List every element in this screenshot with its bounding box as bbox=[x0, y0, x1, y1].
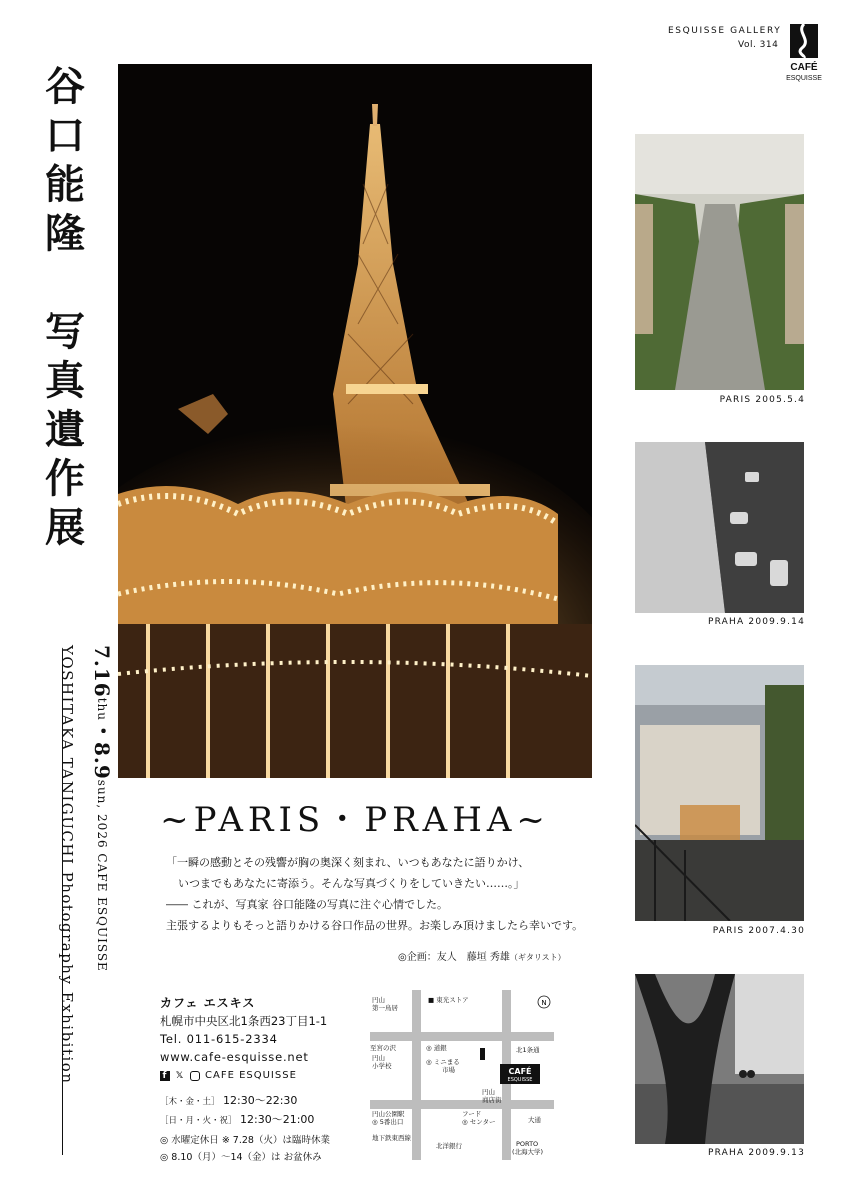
main-photo-eiffel-carousel bbox=[118, 64, 592, 778]
svg-text:大通: 大通 bbox=[528, 1116, 541, 1124]
quote-line: いつまでもあなたに寄添う。そんな写真づくりをしていきたい……。」 bbox=[178, 877, 525, 890]
cafe-website-link[interactable]: www.cafe-esquisse.net bbox=[160, 1050, 309, 1064]
opening-hours-2: ［日・月・火・祝］ 12:30〜21:00 bbox=[160, 1113, 315, 1126]
svg-text:市場: 市場 bbox=[442, 1066, 455, 1074]
svg-text:◎ 5番出口: ◎ 5番出口 bbox=[372, 1118, 404, 1126]
svg-text:◎ ミニまる: ◎ ミニまる bbox=[426, 1058, 460, 1066]
svg-text:フード: フード bbox=[462, 1110, 482, 1118]
exhibition-subtitle-en: YOSHITAKA TANIGUCHI Photography Exhibition bbox=[58, 645, 76, 1085]
svg-text:ESQUISSE: ESQUISSE bbox=[507, 1077, 533, 1083]
cafe-esquisse-logo bbox=[784, 24, 824, 86]
svg-text:円山公園駅: 円山公園駅 bbox=[372, 1110, 405, 1118]
cafe-phone[interactable]: Tel. 011-615-2334 bbox=[160, 1032, 278, 1046]
svg-text:◎ センター: ◎ センター bbox=[462, 1118, 496, 1126]
cafe-name: カフェ エスキス bbox=[160, 996, 256, 1010]
quote-line: ―― これが、写真家 谷口能隆の写真に注ぐ心情でした。 bbox=[166, 898, 448, 911]
photo-caption: PRAHA 2009.9.13 bbox=[707, 1148, 805, 1158]
svg-text:◎ 道銀: ◎ 道銀 bbox=[426, 1044, 447, 1052]
organizer-credit: ◎企画：友人 藤垣 秀雄（ギタリスト） bbox=[398, 952, 566, 963]
x-icon[interactable]: 𝕏 bbox=[175, 1070, 185, 1081]
gallery-name: ESQUISSE GALLERY bbox=[668, 26, 782, 36]
photo-praha-street bbox=[635, 442, 804, 613]
cafe-address: 札幌市中央区北1条西23丁目1-1 bbox=[160, 1014, 328, 1028]
volume-number: Vol. 314 bbox=[738, 40, 779, 50]
social-links bbox=[160, 1070, 297, 1081]
instagram-icon[interactable] bbox=[190, 1071, 200, 1081]
social-handle: CAFE ESQUISSE bbox=[205, 1070, 297, 1081]
svg-text:小学校: 小学校 bbox=[372, 1062, 392, 1070]
svg-text:■ 東光ストア: ■ 東光ストア bbox=[428, 996, 469, 1004]
svg-text:N: N bbox=[541, 999, 547, 1007]
holiday-note: ◎ 8.10（月）〜14（金）は お盆休み bbox=[160, 1152, 322, 1163]
svg-text:円山: 円山 bbox=[372, 996, 385, 1004]
svg-text:円山: 円山 bbox=[372, 1054, 385, 1062]
photo-paris-stairs bbox=[635, 665, 804, 921]
cafe-marker bbox=[480, 1048, 485, 1060]
svg-text:CAFÉ: CAFÉ bbox=[508, 1067, 532, 1076]
svg-text:地下鉄東西線: 地下鉄東西線 bbox=[372, 1134, 411, 1142]
svg-text:北1条通: 北1条通 bbox=[516, 1046, 540, 1054]
photo-praha-tree bbox=[635, 974, 804, 1144]
quote-line: 主張するよりもそっと語りかける谷口作品の世界。お楽しみ頂けましたら幸いです。 bbox=[166, 919, 584, 932]
photo-paris-avenue bbox=[635, 134, 804, 390]
facebook-icon[interactable]: f bbox=[160, 1071, 170, 1081]
svg-text:商店街: 商店街 bbox=[482, 1096, 502, 1104]
exhibition-dates: 7.16thu・8.9sun, 2026 CAFE ESQUISSE bbox=[90, 645, 114, 972]
svg-text:至宮の沢: 至宮の沢 bbox=[370, 1044, 396, 1052]
photo-caption: PARIS 2007.4.30 bbox=[712, 926, 805, 936]
svg-text:(北海大学): (北海大学) bbox=[512, 1148, 544, 1156]
photo-caption: PARIS 2005.5.4 bbox=[719, 395, 805, 405]
quote-line: 「一瞬の感動とその残響が胸の奥深く刻まれ、いつもあなたに語りかけ、 bbox=[166, 856, 530, 869]
exhibition-title-vertical: 谷 口 能 隆 写 真 遺 作 展 bbox=[45, 63, 85, 551]
closed-day-note: ◎ 水曜定休日 ※ 7.28（火）は臨時休業 bbox=[160, 1135, 330, 1146]
photo-caption: PRAHA 2009.9.14 bbox=[707, 617, 805, 627]
svg-text:ESQUISSE: ESQUISSE bbox=[786, 75, 822, 82]
svg-text:第一鳥居: 第一鳥居 bbox=[372, 1004, 398, 1012]
opening-hours-1: ［木・金・土］ 12:30〜22:30 bbox=[160, 1094, 298, 1107]
exhibition-title: ~PARIS・PRAHA~ bbox=[160, 800, 550, 840]
svg-text:北洋銀行: 北洋銀行 bbox=[436, 1142, 462, 1150]
svg-text:円山: 円山 bbox=[482, 1088, 495, 1096]
svg-text:PORTO: PORTO bbox=[516, 1140, 539, 1148]
access-map bbox=[370, 990, 554, 1160]
svg-text:CAFÉ: CAFÉ bbox=[790, 62, 818, 73]
